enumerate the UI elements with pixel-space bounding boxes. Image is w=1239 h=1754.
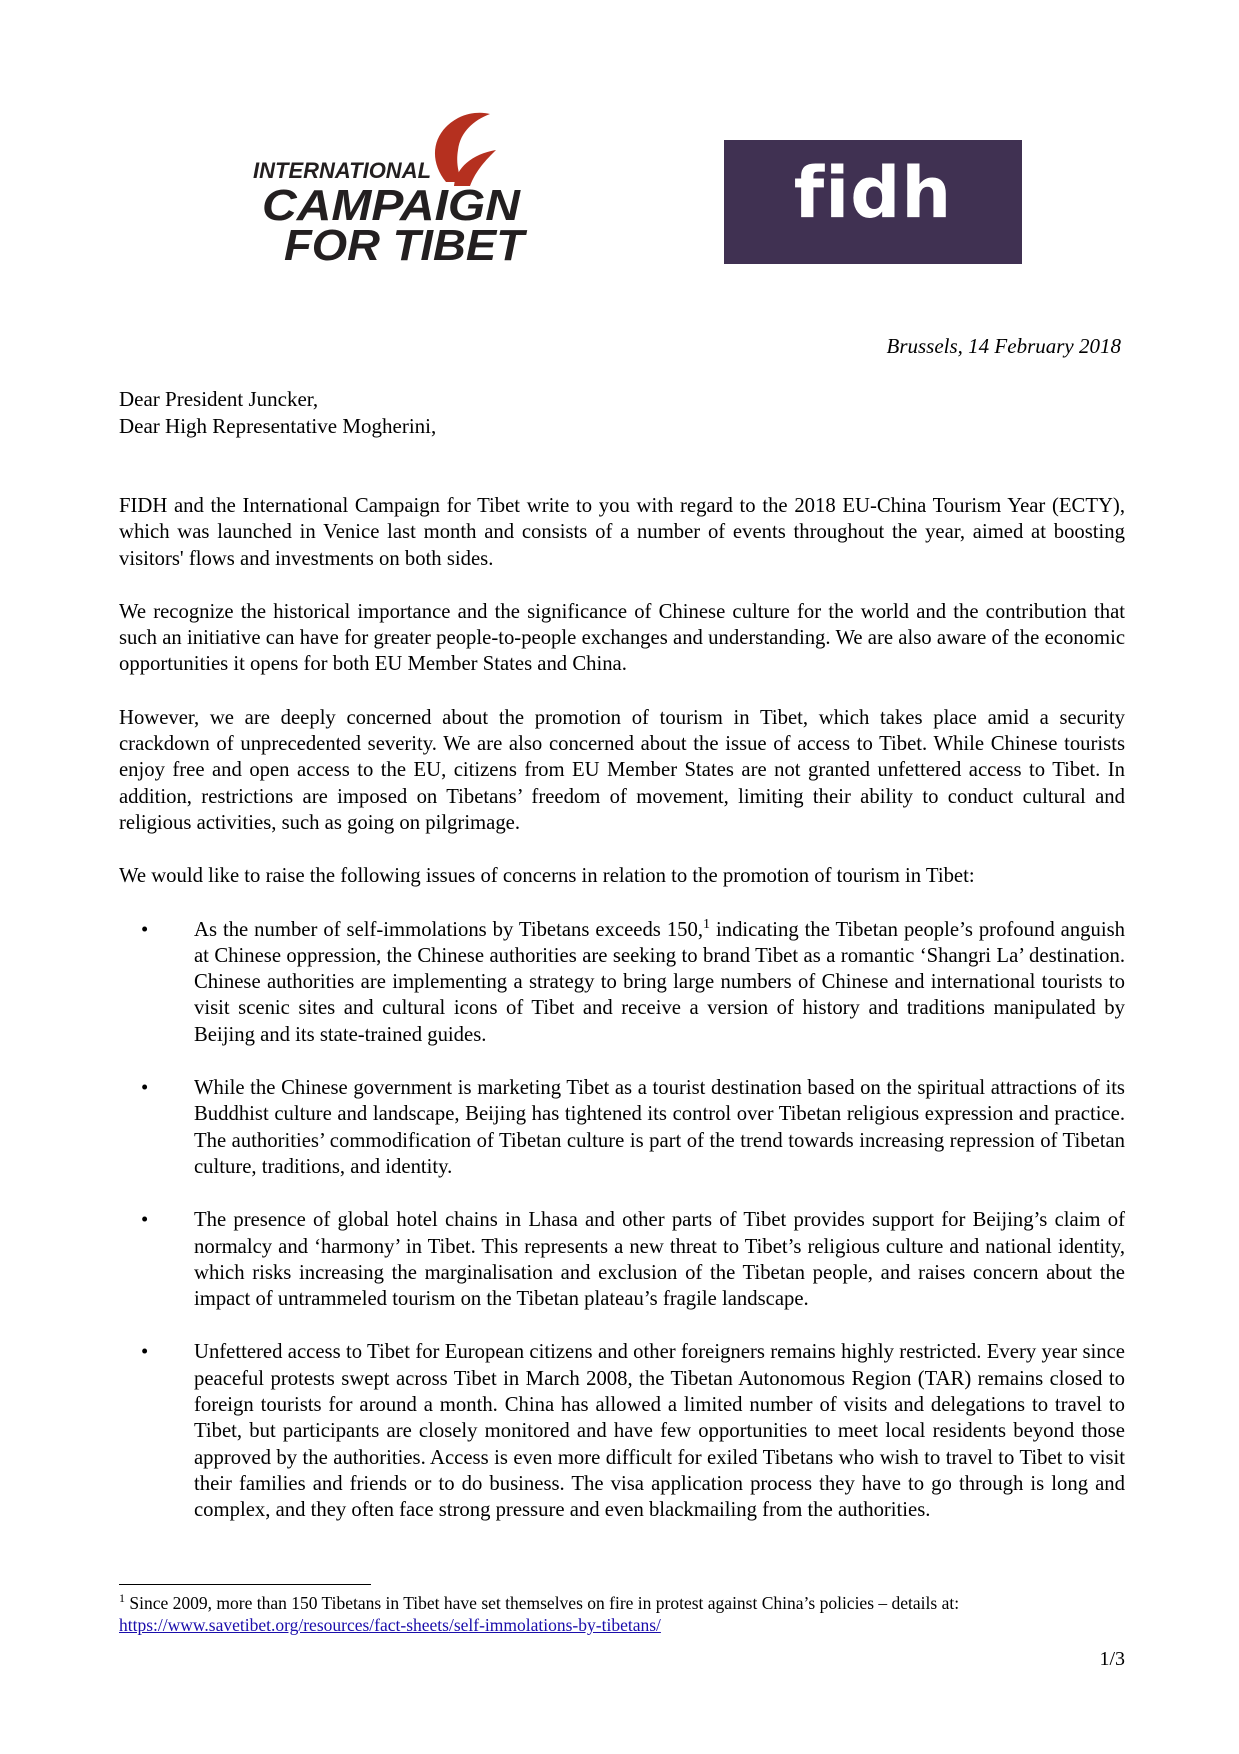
list-item-text-end: indicating the Tibetan people’s profound anguish at Chinese oppression, the Chinese authorities are seeking to brand Tibet as a romantic ‘Shangri La’ destination. Chinese authorities are implementing a strategy to bring large numbers of Chinese and international tourists to visit scenic sites and cultural icons of Tibet and receive a version of history and traditions manipulated by Beijing and its state-trained guides. [194,918,1125,1046]
body-paragraph: FIDH and the International Campaign for Tibet write to you with regard to the 2018 EU-China Tourism Year (ECTY), which was launched in Venice last month and consists of a number of events throughout the year, aimed at boosting visitors' flows and investments on both sides. [119,495,1125,570]
letter-date: Brussels, 14 February 2018 [886,334,1121,358]
salutations [119,386,436,440]
bullet-icon: • [141,1209,149,1232]
letter-body [119,493,1125,1551]
body-paragraph: We would like to raise the following issues of concerns in relation to the promotion of tourism in Tibet: [119,865,975,888]
ict-logo [250,110,540,275]
salutation-line: Dear President Juncker, [119,387,319,411]
ict-logo-graphic [250,110,540,275]
ict-text-line2: CAMPAIGN [262,181,522,230]
footnote-text: Since 2009, more than 150 Tibetans in Tibet have set themselves on fire in protest against China’s policies – details at: [125,1593,960,1613]
salutation-line: Dear High Representative Mogherini, [119,414,437,438]
concerns-list [119,917,1125,1524]
footnote-link[interactable]: https://www.savetibet.org/resources/fact-sheets/self-immolations-by-tibetans/ [119,1615,661,1635]
footnote-number: 1 [119,1591,125,1606]
fidh-logo [724,140,1022,264]
list-item [119,1207,1125,1312]
bullet-icon: • [141,1341,149,1364]
list-item [119,1339,1125,1523]
footnote-ref[interactable]: 1 [703,916,711,932]
ict-text-line1: INTERNATIONAL [253,158,432,183]
list-item [119,917,1125,1048]
ict-text-line3: FOR TIBET [284,221,528,270]
list-item-text [194,917,1125,1048]
list-item [119,1075,1125,1180]
footnote [119,1592,1125,1636]
footnote-divider [119,1584,371,1585]
list-item-text: The presence of global hotel chains in Lhasa and other parts of Tibet provides support for Beijing’s claim of normalcy and ‘harmony’ in Tibet. This represents a new threat to Tibet’s religious culture and national identity, which risks increasing the marginalisation and exclusion of the Tibetan people, and raises concern about the impact of untrammeled tourism on the Tibetan plateau’s fragile landscape. [194,1209,1125,1311]
list-item-text: Unfettered access to Tibet for European citizens and other foreigners remains highly restricted. Every year since peaceful protests swept across Tibet in March 2008, the Tibetan Autonomous Region (TAR) remains closed to foreign tourists for around a month. China has allowed a limited number of visits and delegations to travel to Tibet, but participants are closely monitored and have few opportunities to meet local residents beyond those approved by the authorities. Access is even more difficult for exiled Tibetans who wish to travel to Tibet to visit their families and friends or to do business. The visa application process they have to go through is long and complex, and they often face strong pressure and even blackmailing from the authorities. [194,1341,1125,1522]
page-number: 1/3 [1099,1648,1125,1670]
bullet-icon: • [141,918,149,941]
bullet-icon: • [141,1077,149,1100]
fidh-logo-text: fidh [793,152,953,234]
list-item-text-start: As the number of self-immolations by Tibetans exceeds 150, [194,918,704,941]
body-paragraph: However, we are deeply concerned about the promotion of tourism in Tibet, which takes place amid a security crackdown of unprecedented severity. We are also concerned about the issue of access to Tibet. While Chinese tourists enjoy free and open access to the EU, citizens from EU Member States are not granted unfettered access to Tibet. In addition, restrictions are imposed on Tibetans’ freedom of movement, limiting their ability to conduct cultural and religious activities, such as going on pilgrimage. [119,706,1125,834]
body-paragraph: We recognize the historical importance and the significance of Chinese culture for the world and the contribution that such an initiative can have for greater people-to-people exchanges and understanding. We are also aware of the economic opportunities it opens for both EU Member States and China. [119,600,1125,676]
list-item-text: While the Chinese government is marketing Tibet as a tourist destination based on the spiritual attractions of its Buddhist culture and landscape, Beijing has tightened its control over Tibetan religious expression and practice. The authorities’ commodification of Tibetan culture is part of the trend towards increasing repression of Tibetan culture, traditions, and identity. [194,1077,1125,1178]
